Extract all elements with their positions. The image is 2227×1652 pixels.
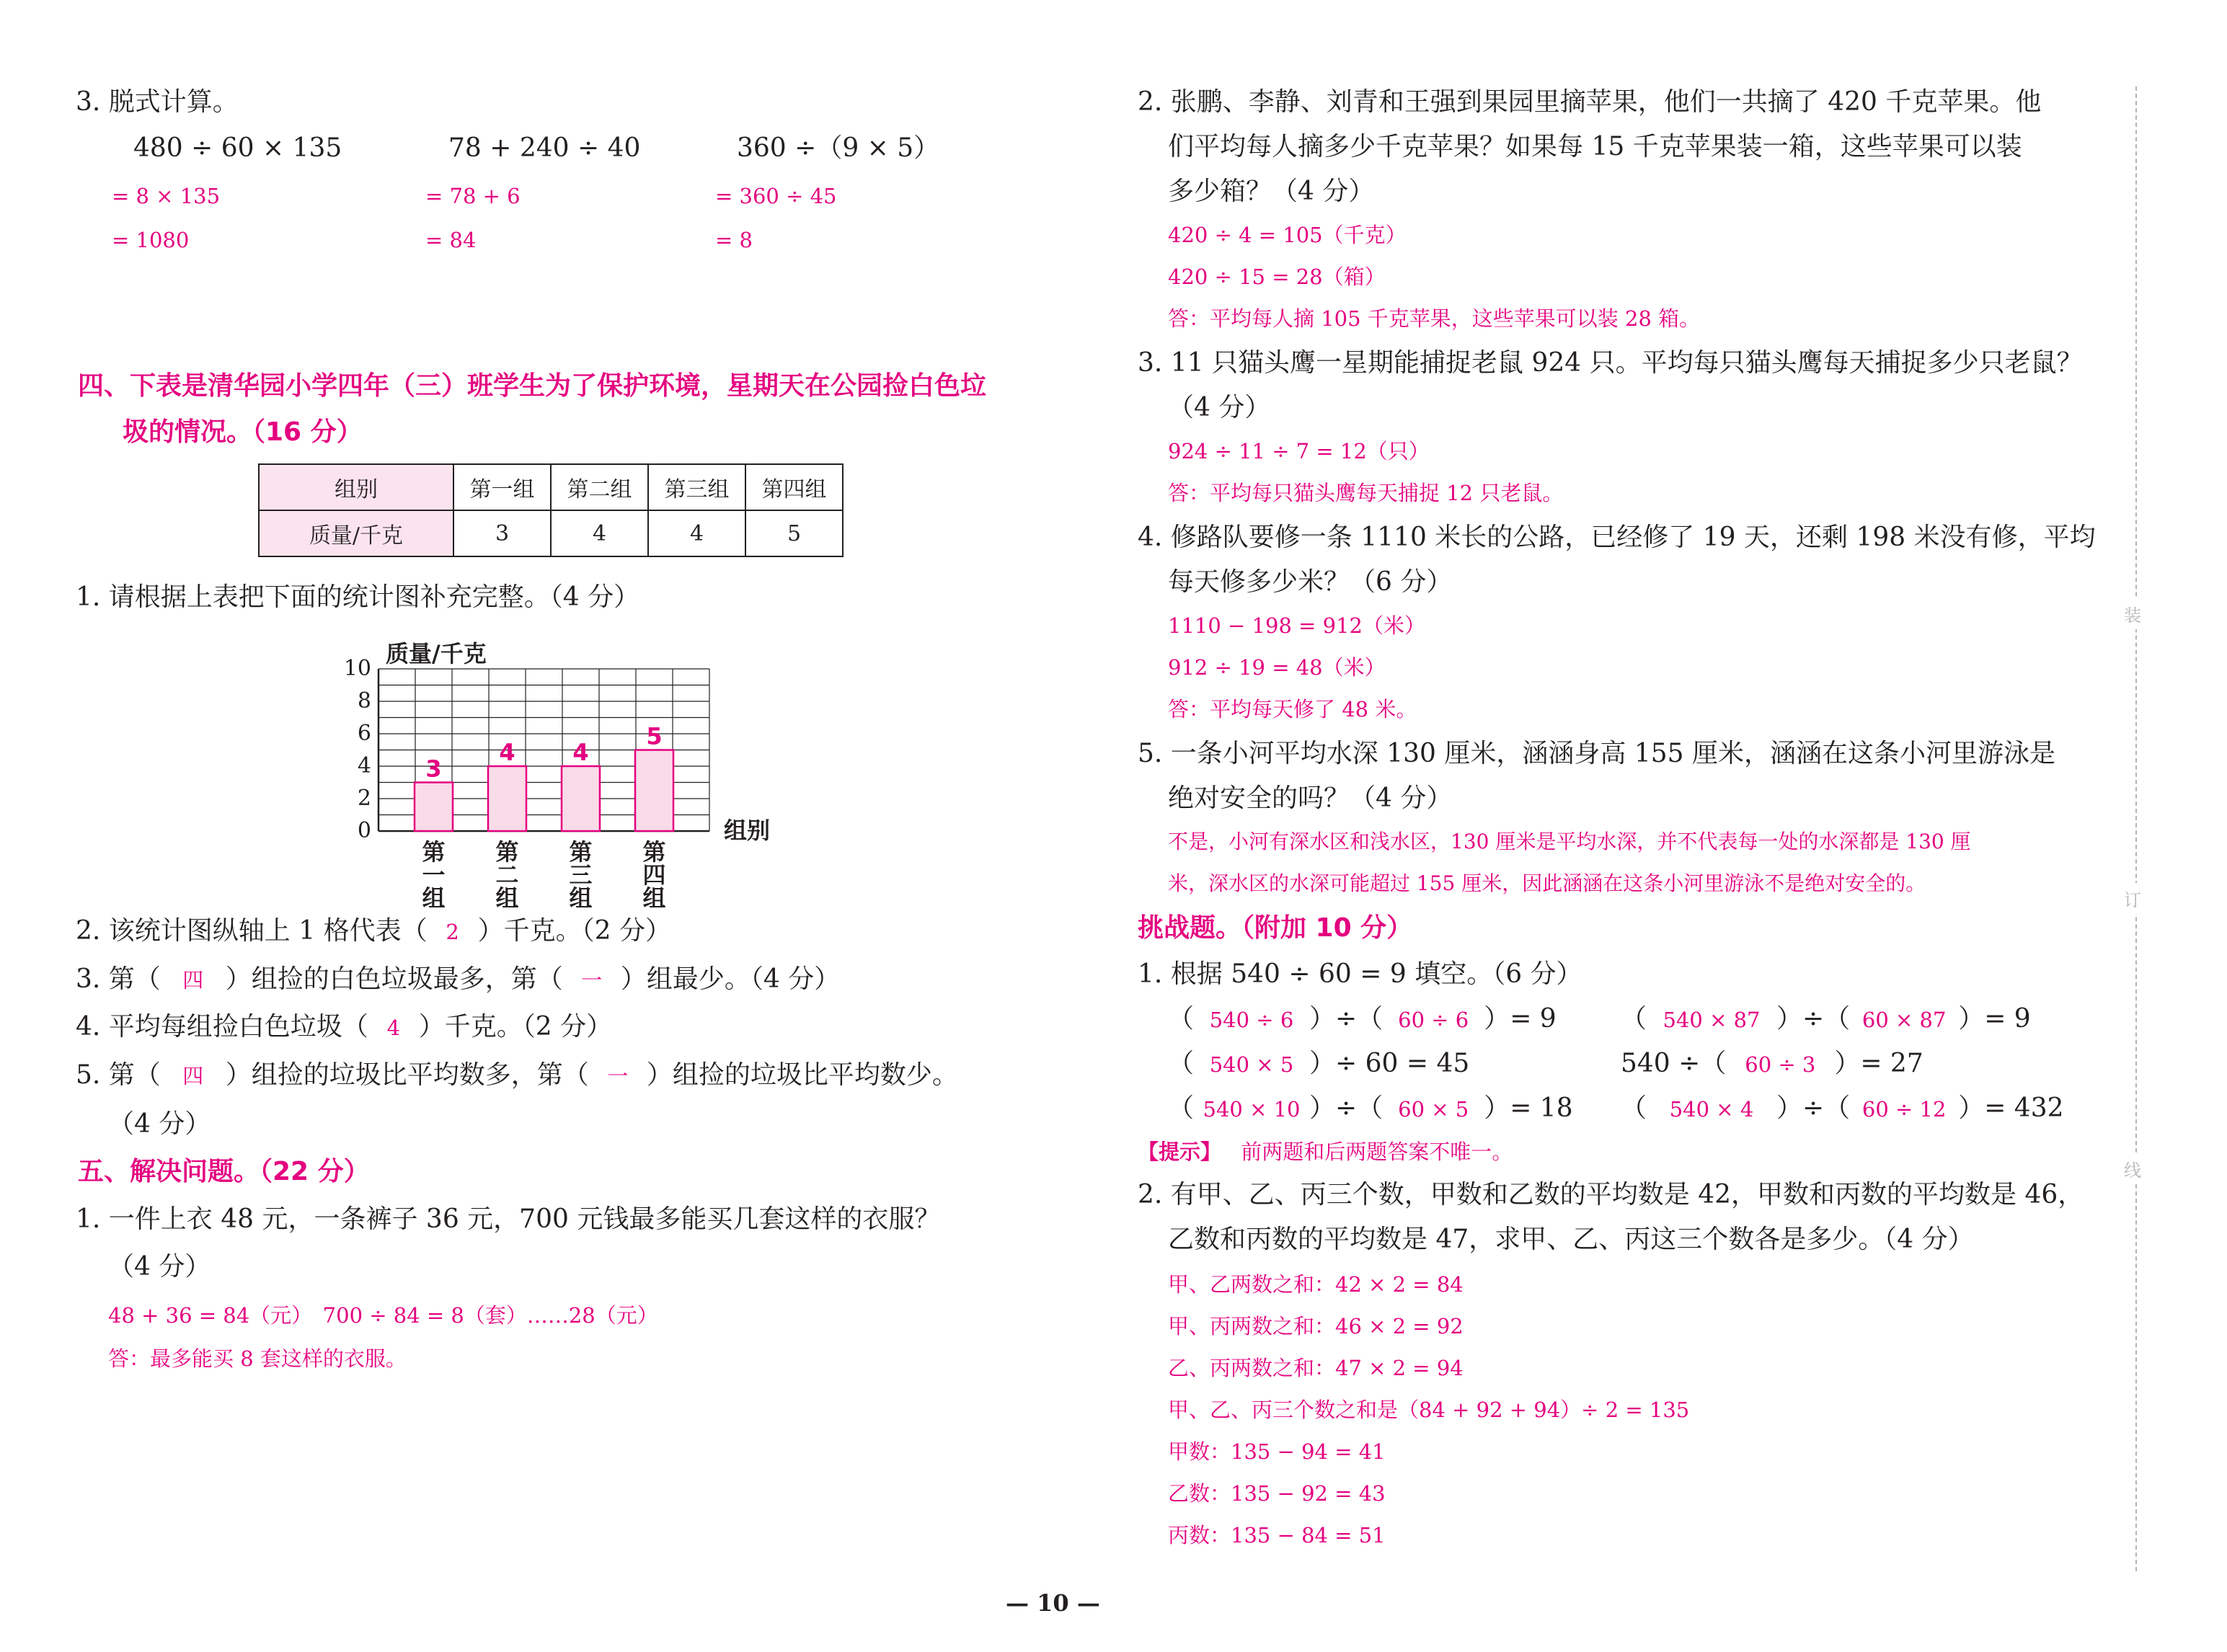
bar [562,766,600,831]
r-q2-ans3: 答：平均每人摘 105 千克苹果，这些苹果可以装 28 箱。 [1168,306,1701,331]
answer-blank: 540 × 87 [1662,1008,1761,1032]
bar [488,766,526,831]
calc-2-step2: = 84 [425,228,477,252]
answer-blank: 540 × 5 [1209,1052,1294,1077]
answer-blank: 540 × 10 [1203,1097,1301,1122]
r-q2-line1: 2. 张鹏、李静、刘青和王强到果园里摘苹果，他们一共摘了 420 千克苹果。他 [1138,87,2042,117]
table-cell: 4 [551,510,648,556]
answer-blank: 540 ÷ 6 [1209,1008,1294,1032]
answer-blank: 2 [446,920,459,944]
calc-2-step1: = 78 + 6 [425,184,521,208]
challenge-ans-7: 丙数：135 − 84 = 51 [1168,1523,1386,1547]
binding-line [2135,86,2137,1571]
calc-1-step1: = 8 × 135 [112,184,221,208]
tip-label: 【提示】 [1138,1140,1222,1164]
sec4-q1: 1. 请根据上表把下面的统计图补充完整。（4 分） [76,582,640,612]
q-text: ）组最少。（4 分） [620,964,841,994]
answer-blank: 60 ÷ 12 [1861,1097,1947,1122]
r-q3-ans1: 924 ÷ 11 ÷ 7 = 12（只） [1168,439,1430,463]
y-axis-title: 质量/千克 [386,640,487,667]
r-q4-ans3: 答：平均每天修了 48 米。 [1168,697,1417,721]
y-tick-label: 8 [357,688,371,714]
q-text: 5. 第（ [76,1060,161,1090]
sec4-q2 [76,914,671,949]
q-text: = 9 [1984,1004,2031,1034]
q-text: 540 ÷（ [1621,1049,1727,1078]
sec4-q4 [76,1010,612,1045]
y-tick-label: 0 [357,818,371,843]
challenge-ans-4: 甲、乙、丙三个数之和是（84 + 92 + 94）÷ 2 = 135 [1168,1398,1690,1422]
r-q5-line1: 5. 一条小河平均水深 130 厘米，涵涵身高 155 厘米，涵涵在这条小河里游泳是 [1138,739,2055,768]
bar-value-label: 3 [425,755,442,783]
bar-value-label: 4 [572,739,589,766]
challenge-q2-line1: 2. 有甲、乙、丙三个数，甲数和乙数的平均数是 42，甲数和丙数的平均数是 46， [1138,1180,2084,1209]
section4-heading: 四、下表是清华园小学四年（三）班学生为了保护环境，星期天在公园捡白色垃 [78,371,987,401]
r-q2-line3: 多少箱？（4 分） [1168,177,1375,206]
margin-char: 装 [2124,598,2141,629]
r-q5-ans1: 不是，小河有深水区和浅水区，130 厘米是平均水深，并不代表每一处的水深都是 130 厘 [1168,830,1971,853]
sec5-answer-1: 48 + 36 = 84（元） 700 ÷ 84 = 8（套）……28（元） [108,1303,658,1328]
r-q3-ans2: 答：平均每只猫头鹰每天捕捉 12 只老鼠。 [1168,481,1564,505]
fill-row-3a: （ 540 × 10 ）÷（ 60 × 5 ）= 18 [1168,1091,1573,1127]
calc-2-expr: 78 + 240 ÷ 40 [448,133,641,163]
answer-blank: 一 [607,1064,629,1088]
q-text: ）千克。（2 分） [477,916,671,946]
sec4-q5-score: （4 分） [108,1109,211,1139]
table-cell: 3 [453,510,551,556]
answer-blank: 60 × 87 [1861,1008,1947,1032]
fill-row-1b: （ 540 × 87 ）÷（ 60 × 87 ）= 9 [1621,1002,2031,1037]
sec5-q1-score: （4 分） [108,1252,211,1282]
r-q2-ans1: 420 ÷ 4 = 105（千克） [1168,223,1407,247]
challenge-ans-2: 甲、丙两数之和：46 × 2 = 92 [1168,1314,1464,1338]
q-text: ÷ 60 = 45 [1335,1049,1470,1078]
x-axis-title: 组别 [724,817,771,844]
challenge-ans-1: 甲、乙两数之和：42 × 2 = 84 [1168,1272,1464,1297]
x-tick-label: 第四组 [642,838,666,910]
table-header-cell: 第二组 [551,464,648,510]
table-header-cell: 第一组 [453,464,551,510]
answer-blank: 60 ÷ 6 [1398,1008,1469,1032]
r-q2-ans2: 420 ÷ 15 = 28（箱） [1168,265,1386,289]
fill-row-1a: （ 540 ÷ 6 ）÷（ 60 ÷ 6 ）= 9 [1168,1002,1557,1037]
table-header-cell: 第三组 [648,464,745,510]
r-q4-ans2: 912 ÷ 19 = 48（米） [1168,655,1386,680]
q-text: = 432 [1984,1093,2064,1123]
section4-heading-cont: 圾的情况。（16 分） [123,417,363,447]
tip [1138,1137,1513,1166]
q-text: ）组捡的垃圾比平均数少。 [646,1060,958,1090]
x-tick-label: 第二组 [495,838,519,910]
section5-heading: 五、解决问题。（22 分） [78,1157,370,1186]
calc-1-step2: = 1080 [112,228,190,252]
y-tick-label: 10 [343,656,371,681]
y-tick-label: 4 [357,753,371,778]
challenge-q1: 1. 根据 540 ÷ 60 = 9 填空。（6 分） [1138,959,1582,989]
q-text: ）= 27 [1834,1049,1923,1078]
sec5-answer-2: 答：最多能买 8 套这样的衣服。 [108,1346,407,1371]
table-header-cell: 组别 [259,464,453,510]
r-q5-ans2: 米，深水区的水深可能超过 155 厘米，因此涵涵在这条小河里游泳不是绝对安全的。 [1168,871,1926,895]
r-q4-line1: 4. 修路队要修一条 1110 米长的公路，已经修了 19 天，还剩 198 米没有修，平均 [1138,523,2096,552]
bar-value-label: 5 [646,722,663,750]
table-header-cell: 第四组 [745,464,843,510]
x-tick-label: 第一组 [422,838,446,910]
table-row-label: 质量/千克 [259,510,453,556]
bar-chart [332,629,793,912]
challenge-ans-6: 乙数：135 − 92 = 43 [1168,1481,1386,1506]
margin-char: 订 [2124,883,2141,914]
calc-3-step1: = 360 ÷ 45 [715,184,837,208]
fill-row-2a: （ 540 × 5 ）÷ 60 = 45 [1168,1047,1469,1082]
r-q3-line2: （4 分） [1168,393,1271,422]
calc-1-expr: 480 ÷ 60 × 135 [133,133,342,163]
sec4-q3 [76,962,840,998]
calc-3-expr: 360 ÷（9 × 5） [737,133,940,163]
r-q4-line2: 每天修多少米？（6 分） [1168,567,1453,597]
table-cell: 5 [745,510,843,556]
answer-blank: 60 ÷ 3 [1745,1052,1816,1077]
q-text: 3. 第（ [76,964,161,994]
y-tick-label: 2 [357,786,371,811]
q-text: = 9 [1510,1004,1557,1034]
sec5-q1: 1. 一件上衣 48 元，一条裤子 36 元，700 元钱最多能买几套这样的衣服？ [76,1204,941,1234]
data-table [258,463,844,557]
sec4-q5 [76,1058,958,1093]
r-q3-line1: 3. 11 只猫头鹰一星期能捕捉老鼠 924 只。平均每只猫头鹰每天捕捉多少只老鼠？ [1138,348,2083,378]
bar [415,783,453,832]
challenge-ans-3: 乙、丙两数之和：47 × 2 = 94 [1168,1356,1464,1380]
x-tick-label: 第三组 [569,838,593,910]
q-text: = 18 [1510,1093,1573,1123]
q-text: 4. 平均每组捡白色垃圾（ [76,1012,368,1042]
answer-blank: 4 [386,1016,401,1040]
bar-chart-svg [332,629,793,910]
q-text: 2. 该统计图纵轴上 1 格代表（ [76,916,428,946]
q3-title: 3. 脱式计算。 [76,87,239,117]
bar [635,750,673,832]
q-text: ）组捡的白色垃圾最多，第（ [225,964,563,994]
tip-text: 前两题和后两题答案不唯一。 [1241,1140,1513,1164]
challenge-heading: 挑战题。（附加 10 分） [1138,913,1413,943]
table-cell: 4 [648,510,745,556]
r-q2-line2: 们平均每人摘多少千克苹果？如果每 15 千克苹果装一箱，这些苹果可以装 [1168,132,2022,161]
answer-blank: 四 [182,968,204,992]
answer-blank: 四 [182,1064,204,1088]
challenge-q2-line2: 乙数和丙数的平均数是 47，求甲、乙、丙这三个数各是多少。（4 分） [1168,1225,1974,1254]
page-number: — 10 — [1006,1589,1100,1617]
fill-row-2b [1621,1047,1923,1082]
challenge-ans-5: 甲数：135 − 94 = 41 [1168,1439,1386,1464]
bar-value-label: 4 [499,739,515,766]
q-text: ）千克。（2 分） [418,1012,613,1042]
margin-char: 线 [2124,1153,2141,1184]
r-q5-line2: 绝对安全的吗？（4 分） [1168,783,1453,813]
q-text: ）组捡的垃圾比平均数多，第（ [225,1060,589,1090]
fill-row-3b: （ 540 × 4 ）÷（ 60 ÷ 12 ）= 432 [1621,1091,2064,1127]
calc-3-step2: = 8 [715,228,753,252]
r-q4-ans1: 1110 − 198 = 912（米） [1168,613,1425,638]
y-tick-label: 6 [357,721,371,746]
answer-blank: 一 [581,968,603,992]
answer-blank: 540 × 4 [1669,1097,1754,1122]
answer-blank: 60 × 5 [1398,1097,1469,1122]
